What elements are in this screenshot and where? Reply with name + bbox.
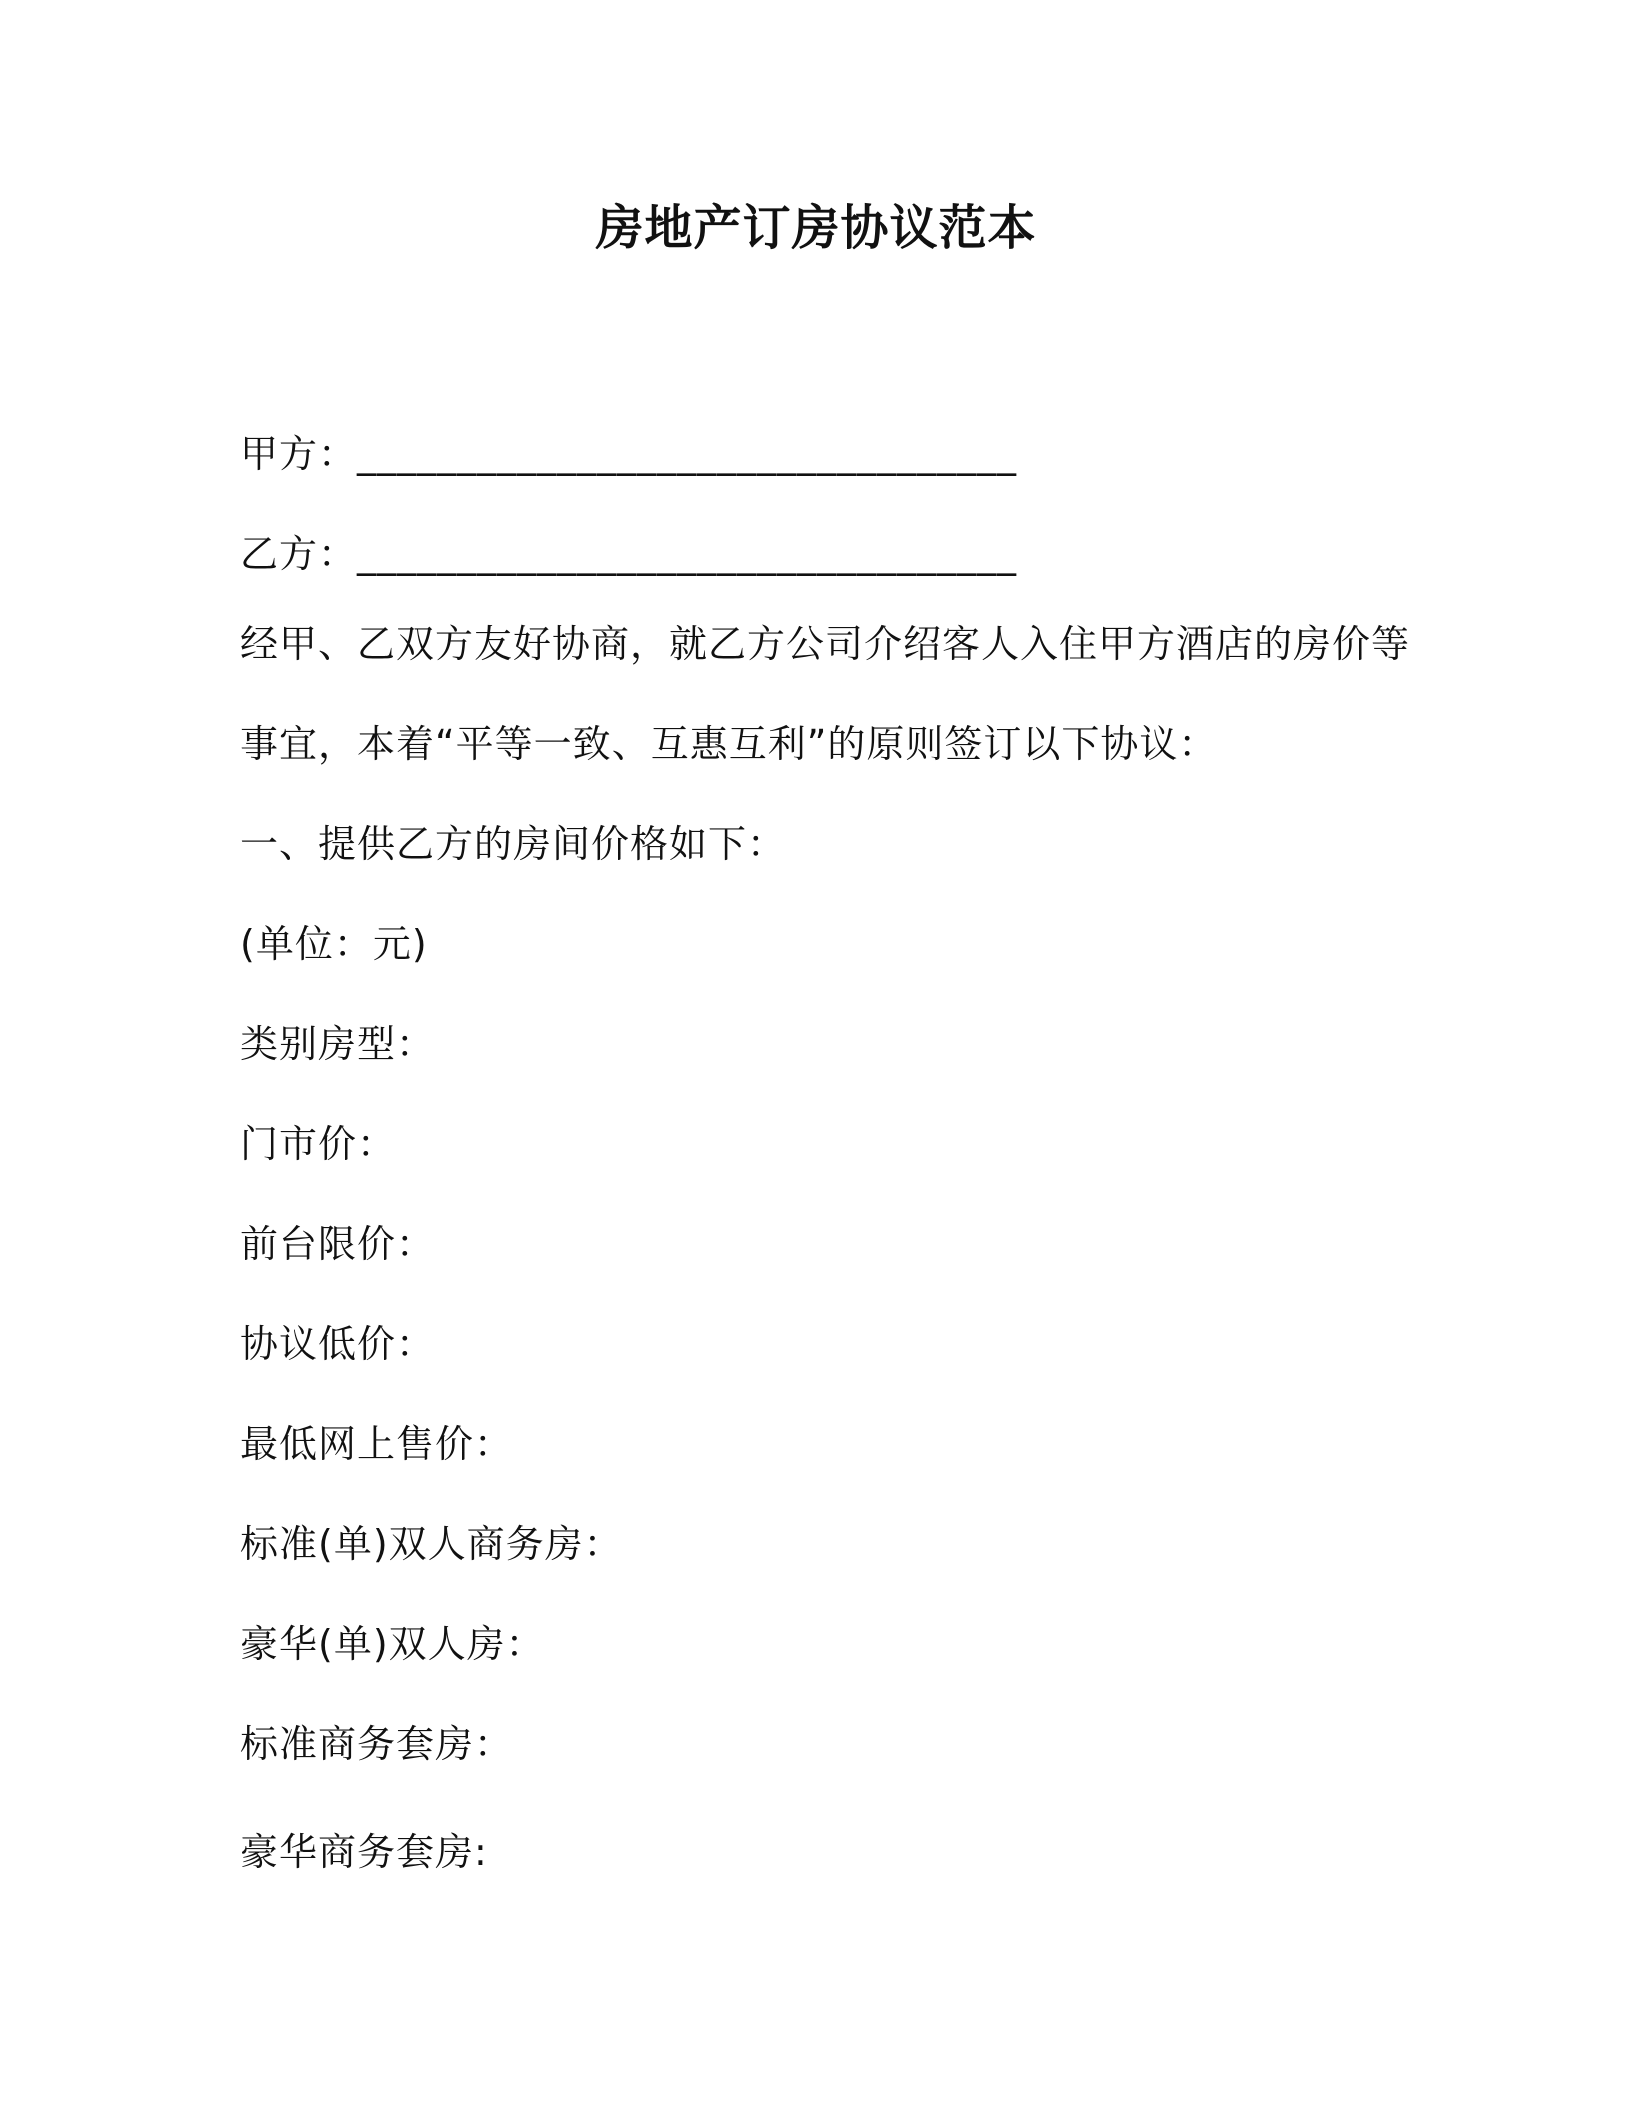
category-room-type-label: 类别房型： xyxy=(240,1022,436,1066)
section-1-heading: 一、提供乙方的房间价格如下： xyxy=(240,822,787,866)
intro-paragraph-line-2: 事宜，本着“平等一致、互惠互利”的原则签订以下协议： xyxy=(240,722,1218,766)
standard-double-business-room-label: 标准(单)双人商务房： xyxy=(240,1522,623,1566)
standard-business-suite-label: 标准商务套房： xyxy=(240,1722,514,1766)
deluxe-double-room-label: 豪华(单)双人房： xyxy=(240,1622,545,1666)
lowest-online-price-label: 最低网上售价： xyxy=(240,1422,514,1466)
deluxe-business-suite-label: 豪华商务套房: xyxy=(240,1830,488,1874)
unit-note: (单位：元) xyxy=(240,922,428,966)
rack-rate-label: 门市价： xyxy=(240,1122,397,1166)
document-title: 房地产订房协议范本 xyxy=(595,200,1037,256)
party-a-line: 甲方：_________________________________ xyxy=(240,432,1018,476)
agreement-low-price-label: 协议低价： xyxy=(240,1322,436,1366)
party-b-line: 乙方：_________________________________ xyxy=(240,532,1018,576)
front-desk-limit-label: 前台限价： xyxy=(240,1222,436,1266)
intro-paragraph-line-1: 经甲、乙双方友好协商，就乙方公司介绍客人入住甲方酒店的房价等 xyxy=(240,622,1411,666)
